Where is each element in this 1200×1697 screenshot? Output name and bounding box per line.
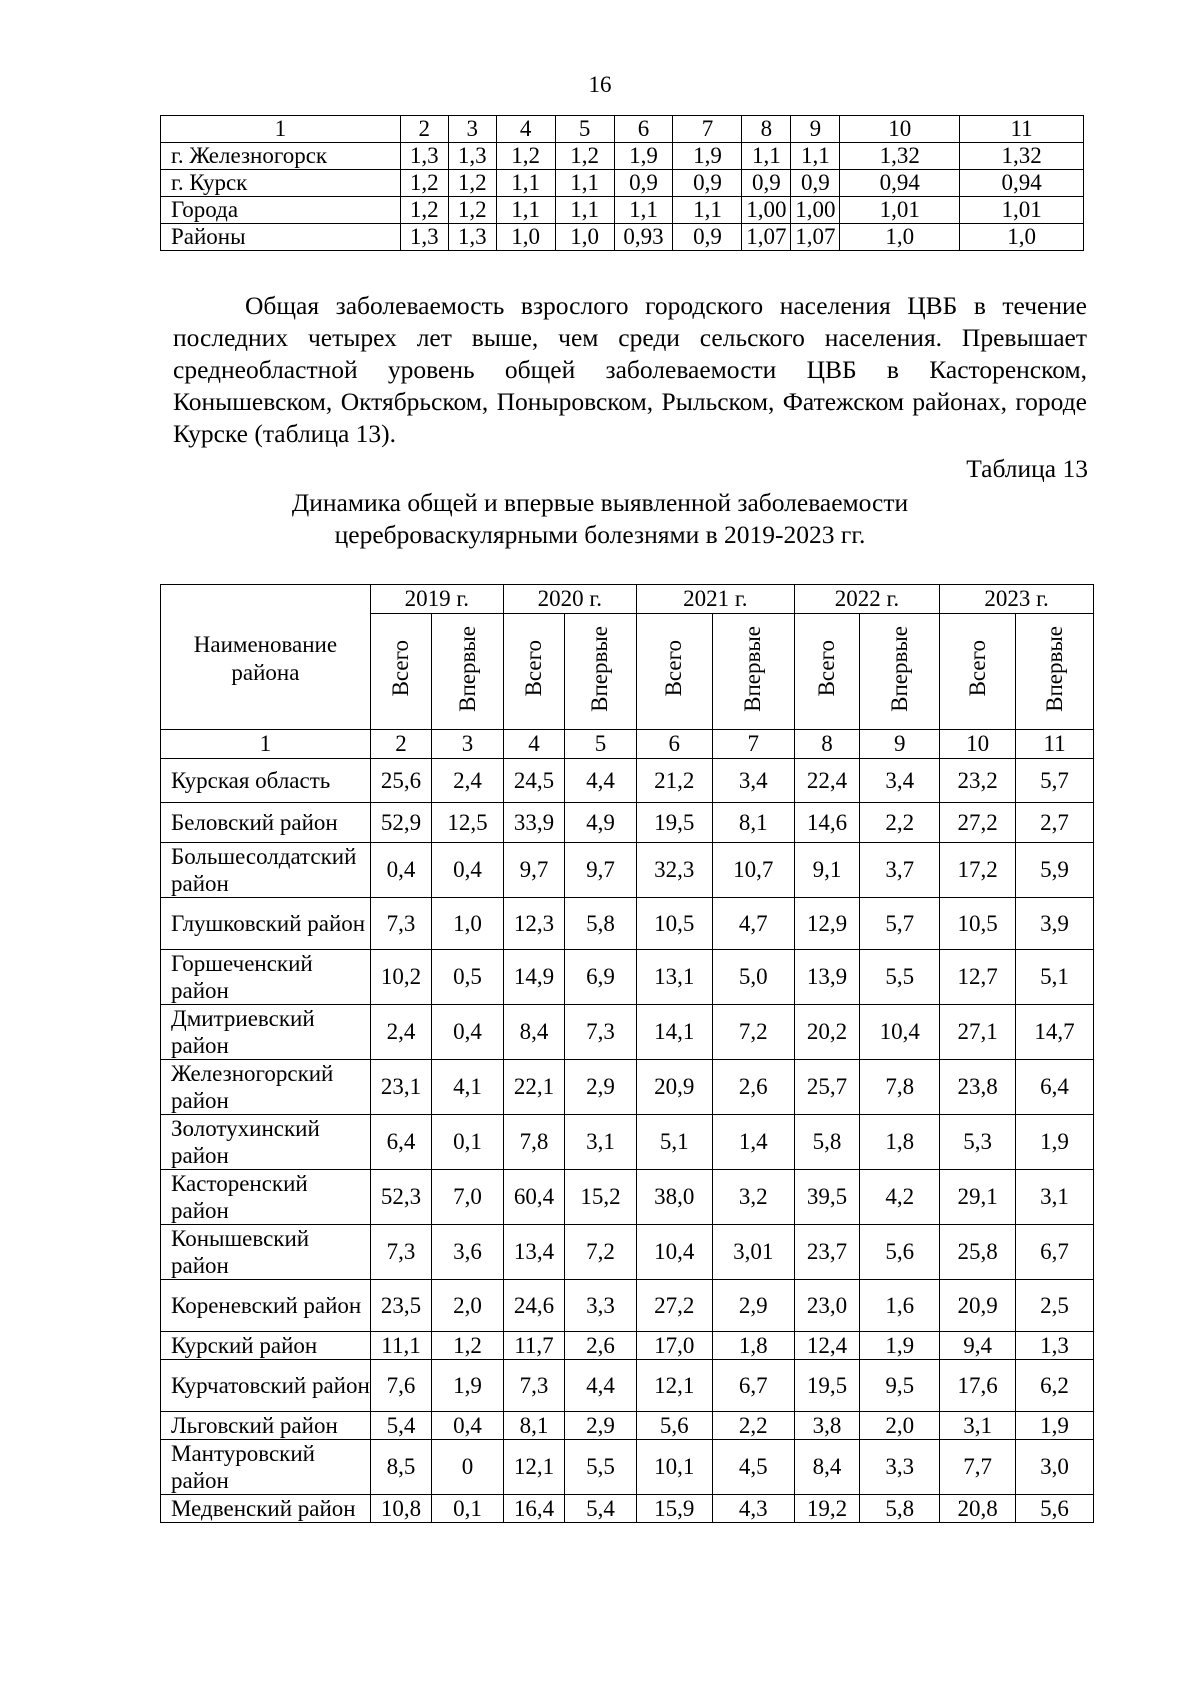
sub-header-total-label: Всего xyxy=(964,640,990,697)
sub-header-new-label: Впервые xyxy=(587,625,613,712)
column-number: 4 xyxy=(503,730,564,759)
table-cell: 8,4 xyxy=(794,1440,859,1495)
table-cell: 1,9 xyxy=(1016,1412,1094,1440)
table-cell: 4,2 xyxy=(860,1170,940,1225)
table-cell: 12,9 xyxy=(794,898,859,950)
table-cell: 1,32 xyxy=(960,143,1084,170)
column-number: 5 xyxy=(565,730,637,759)
table-cell: 5,8 xyxy=(565,898,637,950)
table-cell: 11,7 xyxy=(503,1332,564,1360)
table-cell: 3,1 xyxy=(940,1412,1016,1440)
table-cell: 33,9 xyxy=(503,803,564,843)
table-cell: 1,9 xyxy=(860,1332,940,1360)
table-cell: 1,1 xyxy=(555,197,614,224)
table-cell: 23,8 xyxy=(940,1060,1016,1115)
table-cell: 1,1 xyxy=(614,197,673,224)
table-cell: 24,6 xyxy=(503,1280,564,1332)
district-name: Конышевский район xyxy=(161,1225,371,1280)
table-cell: 13,1 xyxy=(636,950,712,1005)
column-number: 4 xyxy=(496,116,555,143)
table-cell: 13,4 xyxy=(503,1225,564,1280)
table-cell: 0,1 xyxy=(432,1115,504,1170)
table-cell: 5,1 xyxy=(1016,950,1094,1005)
year-header: 2019 г. xyxy=(370,585,503,614)
row-name: Города xyxy=(161,197,401,224)
table-cell: 23,1 xyxy=(370,1060,431,1115)
column-number: 1 xyxy=(161,116,401,143)
table-cell: 0,94 xyxy=(840,170,960,197)
table-cell: 13,9 xyxy=(794,950,859,1005)
table-cell: 3,6 xyxy=(432,1225,504,1280)
sub-header-total-label: Всего xyxy=(388,640,413,697)
column-number: 8 xyxy=(742,116,791,143)
table-cell: 25,7 xyxy=(794,1060,859,1115)
table-cell: 22,1 xyxy=(503,1060,564,1115)
table-cell: 0 xyxy=(432,1440,504,1495)
table-cell: 10,4 xyxy=(636,1225,712,1280)
table-cell: 10,8 xyxy=(370,1495,431,1523)
sub-header-new xyxy=(860,614,940,730)
table-cell: 20,9 xyxy=(940,1280,1016,1332)
table-cell: 2,5 xyxy=(1016,1280,1094,1332)
table-cell: 4,4 xyxy=(565,1360,637,1412)
table-row xyxy=(161,898,1094,950)
table-cell: 1,1 xyxy=(742,143,791,170)
table-cell: 25,6 xyxy=(370,759,431,803)
column-number: 9 xyxy=(791,116,840,143)
table-cell: 5,9 xyxy=(1016,843,1094,898)
table-caption-line-2: цереброваскулярными болезнями в 2019-2023 гг. xyxy=(334,520,866,549)
continuation-table xyxy=(160,115,1084,251)
table-cell: 0,5 xyxy=(432,950,504,1005)
table-row xyxy=(161,803,1094,843)
table-cell: 0,94 xyxy=(960,170,1084,197)
table-cell: 7,2 xyxy=(565,1225,637,1280)
table-cell: 1,3 xyxy=(448,143,496,170)
sub-header-new xyxy=(712,614,794,730)
column-number: 6 xyxy=(636,730,712,759)
table-cell: 21,2 xyxy=(636,759,712,803)
table-cell: 1,8 xyxy=(860,1115,940,1170)
sub-header-total-label: Всего xyxy=(520,640,546,697)
table-cell: 2,4 xyxy=(370,1005,431,1060)
column-number: 2 xyxy=(400,116,448,143)
table-cell: 22,4 xyxy=(794,759,859,803)
table-cell: 1,4 xyxy=(712,1115,794,1170)
column-number: 10 xyxy=(940,730,1016,759)
table-cell: 6,4 xyxy=(370,1115,431,1170)
table-cell: 1,07 xyxy=(742,224,791,251)
table-cell: 4,1 xyxy=(432,1060,504,1115)
table-label: Таблица 13 xyxy=(966,454,1088,483)
district-name: Курский район xyxy=(161,1332,371,1360)
table-cell: 1,1 xyxy=(791,143,840,170)
table-cell: 2,0 xyxy=(432,1280,504,1332)
table-cell: 23,7 xyxy=(794,1225,859,1280)
table-cell: 1,0 xyxy=(960,224,1084,251)
table-cell: 5,5 xyxy=(860,950,940,1005)
table-cell: 6,7 xyxy=(712,1360,794,1412)
table-cell: 52,9 xyxy=(370,803,431,843)
table-cell: 10,2 xyxy=(370,950,431,1005)
row-name: Районы xyxy=(161,224,401,251)
table-cell: 0,1 xyxy=(432,1495,504,1523)
table-cell: 6,2 xyxy=(1016,1360,1094,1412)
column-number-row xyxy=(161,730,1094,759)
row-name: г. Курск xyxy=(161,170,401,197)
year-header: 2023 г. xyxy=(940,585,1094,614)
table-cell: 3,1 xyxy=(1016,1170,1094,1225)
table-row xyxy=(161,1332,1094,1360)
table-cell: 7,7 xyxy=(940,1440,1016,1495)
table-cell: 24,5 xyxy=(503,759,564,803)
table-cell: 2,0 xyxy=(860,1412,940,1440)
column-number: 6 xyxy=(614,116,673,143)
table-caption xyxy=(0,487,1200,551)
table-cell: 12,7 xyxy=(940,950,1016,1005)
column-number: 7 xyxy=(673,116,742,143)
table-cell: 4,9 xyxy=(565,803,637,843)
table-cell: 14,9 xyxy=(503,950,564,1005)
table-cell: 5,3 xyxy=(940,1115,1016,1170)
table-cell: 5,4 xyxy=(565,1495,637,1523)
table-cell: 0,4 xyxy=(432,843,504,898)
table-cell: 17,0 xyxy=(636,1332,712,1360)
table-cell: 0,93 xyxy=(614,224,673,251)
table-cell: 3,4 xyxy=(712,759,794,803)
sub-header-total-label: Всего xyxy=(813,640,839,697)
district-name: Льговский район xyxy=(161,1412,371,1440)
column-number: 8 xyxy=(794,730,859,759)
table-cell: 60,4 xyxy=(503,1170,564,1225)
year-header-row xyxy=(161,585,1094,614)
table-cell: 19,5 xyxy=(794,1360,859,1412)
table-cell: 5,8 xyxy=(794,1115,859,1170)
table-cell: 5,7 xyxy=(1016,759,1094,803)
table-cell: 1,9 xyxy=(614,143,673,170)
table-cell: 25,8 xyxy=(940,1225,1016,1280)
table-cell: 27,2 xyxy=(636,1280,712,1332)
table-cell: 5,6 xyxy=(636,1412,712,1440)
table-cell: 52,3 xyxy=(370,1170,431,1225)
table-row xyxy=(161,1412,1094,1440)
district-name: Беловский район xyxy=(161,803,371,843)
table-cell: 1,32 xyxy=(840,143,960,170)
continuation-header-row xyxy=(161,116,1084,143)
table-cell: 2,2 xyxy=(712,1412,794,1440)
table-cell: 17,6 xyxy=(940,1360,1016,1412)
table-cell: 15,2 xyxy=(565,1170,637,1225)
table-cell: 5,8 xyxy=(860,1495,940,1523)
year-header: 2022 г. xyxy=(794,585,939,614)
sub-header-new-label: Впервые xyxy=(454,625,480,712)
table-cell: 1,8 xyxy=(712,1332,794,1360)
sub-header-total-label: Всего xyxy=(661,640,687,697)
table-cell: 6,9 xyxy=(565,950,637,1005)
year-header: 2021 г. xyxy=(636,585,794,614)
column-number: 10 xyxy=(840,116,960,143)
table-cell: 6,4 xyxy=(1016,1060,1094,1115)
district-name: Курская область xyxy=(161,759,371,803)
table-cell: 7,0 xyxy=(432,1170,504,1225)
table-cell: 1,00 xyxy=(791,197,840,224)
table-cell: 1,0 xyxy=(555,224,614,251)
table-cell: 8,4 xyxy=(503,1005,564,1060)
column-number: 11 xyxy=(1016,730,1094,759)
table-cell: 19,5 xyxy=(636,803,712,843)
table-cell: 10,4 xyxy=(860,1005,940,1060)
district-name: Кореневский район xyxy=(161,1280,371,1332)
table-cell: 15,9 xyxy=(636,1495,712,1523)
table-cell: 0,4 xyxy=(370,843,431,898)
table-cell: 14,1 xyxy=(636,1005,712,1060)
body-paragraph: Общая заболеваемость взрослого городского населения ЦВБ в течение последних четырех лет выше, чем среди сельского населения. Превышает среднеобластной уровень общей заболеваемости ЦВБ в Касторенском, Конышевском, Октябрьском, Поныровском, Рыльском, Фатежском районах, городе Курске (таблица 13). xyxy=(173,291,1087,448)
table-cell: 1,0 xyxy=(432,898,504,950)
district-name: Медвенский район xyxy=(161,1495,371,1523)
table-cell: 4,3 xyxy=(712,1495,794,1523)
district-name: Касторенский район xyxy=(161,1170,371,1225)
district-name: Большесолдатский район xyxy=(161,843,371,898)
table-cell: 4,4 xyxy=(565,759,637,803)
table-cell: 10,1 xyxy=(636,1440,712,1495)
table-cell: 5,5 xyxy=(565,1440,637,1495)
table-cell: 11,1 xyxy=(370,1332,431,1360)
table-cell: 1,2 xyxy=(555,143,614,170)
table-cell: 9,7 xyxy=(565,843,637,898)
table-cell: 23,2 xyxy=(940,759,1016,803)
table-row xyxy=(161,1225,1094,1280)
table-cell: 9,7 xyxy=(503,843,564,898)
morbidity-table xyxy=(160,584,1094,1523)
table-cell: 7,3 xyxy=(370,1225,431,1280)
table-cell: 1,3 xyxy=(400,224,448,251)
table-cell: 7,3 xyxy=(503,1360,564,1412)
table-cell: 2,2 xyxy=(860,803,940,843)
table-cell: 5,0 xyxy=(712,950,794,1005)
table-cell: 0,9 xyxy=(614,170,673,197)
table-cell: 20,2 xyxy=(794,1005,859,1060)
table-cell: 8,5 xyxy=(370,1440,431,1495)
table-cell: 12,4 xyxy=(794,1332,859,1360)
table-cell: 7,6 xyxy=(370,1360,431,1412)
table-row xyxy=(161,1495,1094,1523)
table-cell: 14,7 xyxy=(1016,1005,1094,1060)
column-number: 5 xyxy=(555,116,614,143)
table-cell: 12,1 xyxy=(503,1440,564,1495)
table-cell: 32,3 xyxy=(636,843,712,898)
table-cell: 1,1 xyxy=(496,197,555,224)
page-number: 16 xyxy=(588,72,612,97)
district-name: Золотухинский район xyxy=(161,1115,371,1170)
district-name: Курчатовский район xyxy=(161,1360,371,1412)
sub-header-total xyxy=(940,614,1016,730)
table-row xyxy=(161,759,1094,803)
table-cell: 5,4 xyxy=(370,1412,431,1440)
table-cell: 6,7 xyxy=(1016,1225,1094,1280)
table-row xyxy=(161,1170,1094,1225)
table-cell: 1,3 xyxy=(1016,1332,1094,1360)
table-cell: 12,5 xyxy=(432,803,504,843)
table-cell: 2,9 xyxy=(712,1280,794,1332)
table-cell: 1,1 xyxy=(673,197,742,224)
district-name: Глушковский район xyxy=(161,898,371,950)
table-cell: 0,4 xyxy=(432,1005,504,1060)
table-cell: 1,6 xyxy=(860,1280,940,1332)
table-cell: 20,9 xyxy=(636,1060,712,1115)
table-cell: 1,2 xyxy=(496,143,555,170)
table-row xyxy=(161,1360,1094,1412)
district-name: Дмитриевский район xyxy=(161,1005,371,1060)
table-cell: 2,6 xyxy=(712,1060,794,1115)
table-cell: 5,1 xyxy=(636,1115,712,1170)
row-name: г. Железногорск xyxy=(161,143,401,170)
table-cell: 1,0 xyxy=(496,224,555,251)
table-cell: 1,9 xyxy=(1016,1115,1094,1170)
sub-header-new-label: Впервые xyxy=(1041,625,1067,712)
table-cell: 2,9 xyxy=(565,1412,637,1440)
table-cell: 19,2 xyxy=(794,1495,859,1523)
sub-header-total xyxy=(370,614,431,730)
table-cell: 27,1 xyxy=(940,1005,1016,1060)
sub-header-total xyxy=(794,614,859,730)
table-cell: 0,9 xyxy=(742,170,791,197)
column-number: 2 xyxy=(370,730,431,759)
table-cell: 23,5 xyxy=(370,1280,431,1332)
table-cell: 3,0 xyxy=(1016,1440,1094,1495)
sub-header-new xyxy=(565,614,637,730)
table-cell: 7,2 xyxy=(712,1005,794,1060)
table-cell: 0,9 xyxy=(673,170,742,197)
table-cell: 4,7 xyxy=(712,898,794,950)
table-cell: 39,5 xyxy=(794,1170,859,1225)
district-name: Мантуровский район xyxy=(161,1440,371,1495)
table-cell: 3,3 xyxy=(860,1440,940,1495)
table-cell: 8,1 xyxy=(503,1412,564,1440)
table-row xyxy=(161,843,1094,898)
table-cell: 27,2 xyxy=(940,803,1016,843)
column-number: 1 xyxy=(161,730,371,759)
table-cell: 10,5 xyxy=(636,898,712,950)
table-cell: 5,6 xyxy=(1016,1495,1094,1523)
table-cell: 14,6 xyxy=(794,803,859,843)
table-cell: 0,9 xyxy=(673,224,742,251)
table-cell: 1,2 xyxy=(400,197,448,224)
table-caption-line-1: Динамика общей и впервые выявленной заболеваемости xyxy=(291,488,909,517)
sub-header-new xyxy=(1016,614,1094,730)
table-cell: 1,3 xyxy=(448,224,496,251)
column-number: 3 xyxy=(432,730,504,759)
sub-header-new-label: Впервые xyxy=(886,625,912,712)
table-cell: 1,2 xyxy=(448,197,496,224)
table-row xyxy=(161,224,1084,251)
table-cell: 3,7 xyxy=(860,843,940,898)
table-row xyxy=(161,170,1084,197)
table-cell: 16,4 xyxy=(503,1495,564,1523)
table-cell: 1,2 xyxy=(400,170,448,197)
table-cell: 1,00 xyxy=(742,197,791,224)
table-cell: 9,1 xyxy=(794,843,859,898)
district-name: Горшеченский район xyxy=(161,950,371,1005)
table-cell: 1,0 xyxy=(840,224,960,251)
table-cell: 5,7 xyxy=(860,898,940,950)
table-row xyxy=(161,197,1084,224)
table-cell: 0,9 xyxy=(791,170,840,197)
name-column-header: Наименование района xyxy=(161,585,371,730)
table-cell: 1,1 xyxy=(496,170,555,197)
table-row xyxy=(161,1060,1094,1115)
table-cell: 1,01 xyxy=(960,197,1084,224)
table-cell: 5,6 xyxy=(860,1225,940,1280)
table-cell: 4,5 xyxy=(712,1440,794,1495)
table-cell: 1,1 xyxy=(555,170,614,197)
table-cell: 1,3 xyxy=(400,143,448,170)
table-cell: 7,8 xyxy=(860,1060,940,1115)
table-cell: 2,4 xyxy=(432,759,504,803)
table-cell: 10,5 xyxy=(940,898,1016,950)
table-cell: 12,1 xyxy=(636,1360,712,1412)
table-cell: 23,0 xyxy=(794,1280,859,1332)
year-header: 2020 г. xyxy=(503,585,636,614)
district-name: Железногорский район xyxy=(161,1060,371,1115)
table-cell: 1,2 xyxy=(432,1332,504,1360)
table-cell: 2,6 xyxy=(565,1332,637,1360)
table-row xyxy=(161,1280,1094,1332)
table-cell: 3,2 xyxy=(712,1170,794,1225)
sub-header-new-label: Впервые xyxy=(740,625,766,712)
table-row xyxy=(161,1005,1094,1060)
table-row xyxy=(161,950,1094,1005)
table-cell: 3,01 xyxy=(712,1225,794,1280)
table-cell: 10,7 xyxy=(712,843,794,898)
table-cell: 1,9 xyxy=(432,1360,504,1412)
table-row xyxy=(161,143,1084,170)
table-row xyxy=(161,1115,1094,1170)
table-cell: 9,5 xyxy=(860,1360,940,1412)
sub-header-total xyxy=(636,614,712,730)
table-cell: 3,4 xyxy=(860,759,940,803)
sub-header-total xyxy=(503,614,564,730)
column-number: 11 xyxy=(960,116,1084,143)
table-cell: 0,4 xyxy=(432,1412,504,1440)
table-cell: 1,01 xyxy=(840,197,960,224)
table-cell: 1,2 xyxy=(448,170,496,197)
table-row xyxy=(161,1440,1094,1495)
table-cell: 7,3 xyxy=(565,1005,637,1060)
table-cell: 3,3 xyxy=(565,1280,637,1332)
table-cell: 3,9 xyxy=(1016,898,1094,950)
sub-header-new xyxy=(432,614,504,730)
table-cell: 1,07 xyxy=(791,224,840,251)
table-cell: 3,8 xyxy=(794,1412,859,1440)
table-cell: 12,3 xyxy=(503,898,564,950)
table-cell: 2,7 xyxy=(1016,803,1094,843)
table-cell: 7,3 xyxy=(370,898,431,950)
table-cell: 3,1 xyxy=(565,1115,637,1170)
table-cell: 7,8 xyxy=(503,1115,564,1170)
column-number: 3 xyxy=(448,116,496,143)
column-number: 7 xyxy=(712,730,794,759)
table-cell: 20,8 xyxy=(940,1495,1016,1523)
table-cell: 17,2 xyxy=(940,843,1016,898)
table-cell: 8,1 xyxy=(712,803,794,843)
table-cell: 1,9 xyxy=(673,143,742,170)
table-cell: 9,4 xyxy=(940,1332,1016,1360)
table-cell: 29,1 xyxy=(940,1170,1016,1225)
table-cell: 38,0 xyxy=(636,1170,712,1225)
table-cell: 2,9 xyxy=(565,1060,637,1115)
column-number: 9 xyxy=(860,730,940,759)
